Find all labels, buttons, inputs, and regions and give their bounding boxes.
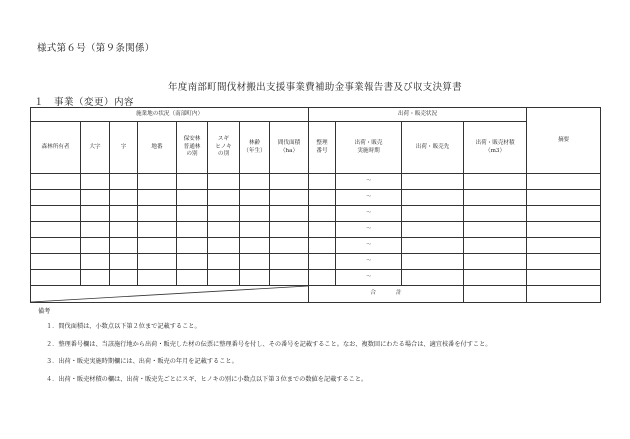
- period-cell[interactable]: ～: [336, 206, 402, 222]
- destination-header: 出荷・販売先: [402, 122, 464, 174]
- period-cell[interactable]: ～: [336, 238, 402, 254]
- total-label-char: 計: [396, 290, 402, 297]
- species-line: の別: [217, 151, 230, 158]
- remarks-cell[interactable]: [527, 222, 601, 238]
- volume-cell[interactable]: [464, 238, 527, 254]
- volume-header: [464, 122, 527, 174]
- period-cell[interactable]: ～: [336, 270, 402, 286]
- aza-cell[interactable]: [110, 206, 138, 222]
- section-number: １: [34, 97, 45, 108]
- chiban-header: 地番: [138, 122, 177, 174]
- serial-cell[interactable]: [309, 254, 336, 270]
- owner-cell[interactable]: [31, 190, 81, 206]
- period-cell[interactable]: ～: [336, 254, 402, 270]
- owner-cell[interactable]: [31, 174, 81, 190]
- volume-cell[interactable]: [464, 174, 527, 190]
- chiban-cell[interactable]: [138, 190, 177, 206]
- aza-cell[interactable]: [110, 254, 138, 270]
- species-cell[interactable]: [208, 238, 240, 254]
- period-line: 出荷・販売: [354, 139, 383, 146]
- forest-type-line: 普通林: [183, 143, 201, 150]
- table-row: [31, 206, 601, 222]
- destination-cell[interactable]: [402, 270, 464, 286]
- chiban-cell[interactable]: [138, 206, 177, 222]
- aza-cell[interactable]: [110, 238, 138, 254]
- age-cell[interactable]: [240, 174, 270, 190]
- aza-header: 字: [110, 122, 138, 174]
- period-header: [336, 122, 402, 174]
- forest-type-cell[interactable]: [177, 190, 208, 206]
- note-item: ４．出荷・販売材積の欄は、出荷・販売先ごとにスギ、ヒノキの別に小数点以下第３位までの数値を記載すること。: [46, 375, 368, 383]
- destination-cell[interactable]: [402, 174, 464, 190]
- species-line: スギ: [217, 136, 230, 143]
- volume-cell[interactable]: [464, 222, 527, 238]
- age-line: 林齢: [248, 139, 261, 146]
- total-volume-cell[interactable]: [464, 286, 527, 303]
- forest-type-cell[interactable]: [177, 270, 208, 286]
- oaza-cell[interactable]: [81, 254, 110, 270]
- chiban-cell[interactable]: [138, 270, 177, 286]
- age-cell[interactable]: [240, 238, 270, 254]
- thinning-area-header: [270, 122, 309, 174]
- age-line: （年生）: [243, 147, 266, 154]
- oaza-header: 大字: [81, 122, 110, 174]
- owner-header: 森林所有者: [31, 122, 81, 174]
- note-item: １．間伐面積は、小数点以下第２位まで記載すること。: [46, 323, 201, 331]
- period-cell[interactable]: ～: [336, 190, 402, 206]
- destination-cell[interactable]: [402, 254, 464, 270]
- volume-cell[interactable]: [464, 254, 527, 270]
- remarks-cell[interactable]: [527, 270, 601, 286]
- age-cell[interactable]: [240, 270, 270, 286]
- oaza-cell[interactable]: [81, 174, 110, 190]
- age-cell[interactable]: [240, 254, 270, 270]
- age-header: [240, 122, 270, 174]
- serial-cell[interactable]: [309, 174, 336, 190]
- chiban-cell[interactable]: [138, 174, 177, 190]
- shipment-group-header: 出荷・販売状況: [309, 108, 527, 122]
- serial-cell[interactable]: [309, 190, 336, 206]
- notes-title: 備考: [38, 308, 51, 315]
- aza-cell[interactable]: [110, 190, 138, 206]
- serial-line: 番号: [316, 147, 328, 154]
- remarks-cell[interactable]: [527, 238, 601, 254]
- table-row: [31, 222, 601, 238]
- serial-header: [309, 122, 336, 174]
- aza-cell[interactable]: [110, 174, 138, 190]
- species-cell[interactable]: [208, 206, 240, 222]
- species-cell[interactable]: [208, 254, 240, 270]
- volume-line: 出荷・販売材積: [475, 139, 515, 146]
- volume-line: （m3）: [485, 147, 506, 154]
- table-row: [31, 238, 601, 254]
- chiban-cell[interactable]: [138, 222, 177, 238]
- report-table: [30, 107, 601, 303]
- thinning-area-cell[interactable]: [270, 254, 309, 270]
- age-cell[interactable]: [240, 190, 270, 206]
- species-cell[interactable]: [208, 174, 240, 190]
- section-heading: [34, 94, 134, 108]
- total-row: [31, 286, 601, 303]
- diagonal-line: [31, 286, 308, 302]
- owner-cell[interactable]: [31, 254, 81, 270]
- forest-type-header: [177, 122, 208, 174]
- data-rows: [31, 174, 601, 286]
- remarks-cell[interactable]: [527, 174, 601, 190]
- aza-cell[interactable]: [110, 270, 138, 286]
- total-label: [309, 286, 464, 303]
- remarks-cell[interactable]: [527, 190, 601, 206]
- forest-type-cell[interactable]: [177, 206, 208, 222]
- age-cell[interactable]: [240, 206, 270, 222]
- destination-cell[interactable]: [402, 238, 464, 254]
- aza-cell[interactable]: [110, 222, 138, 238]
- notes: [36, 309, 492, 394]
- age-cell[interactable]: [240, 222, 270, 238]
- volume-cell[interactable]: [464, 270, 527, 286]
- thinning-area-cell[interactable]: [270, 222, 309, 238]
- owner-cell[interactable]: [31, 238, 81, 254]
- forest-type-line: 保安林: [183, 136, 201, 143]
- table-row: [31, 270, 601, 286]
- oaza-cell[interactable]: [81, 238, 110, 254]
- location-group-header: 施業地の状況（南部町内）: [31, 108, 309, 122]
- period-cell[interactable]: ～: [336, 174, 402, 190]
- species-line: ヒノキ: [215, 143, 232, 150]
- table-row: [31, 254, 601, 270]
- forest-type-cell[interactable]: [177, 174, 208, 190]
- total-label-char: 合: [370, 290, 377, 297]
- species-header: [208, 122, 240, 174]
- volume-cell[interactable]: [464, 206, 527, 222]
- owner-cell[interactable]: [31, 206, 81, 222]
- remarks-header: 摘要: [527, 108, 601, 174]
- forest-type-cell[interactable]: [177, 254, 208, 270]
- oaza-cell[interactable]: [81, 190, 110, 206]
- form-number: 様式第６号（第９条関係）: [37, 43, 155, 54]
- period-line: 実施時期: [357, 147, 380, 154]
- oaza-cell[interactable]: [81, 222, 110, 238]
- total-remarks-cell[interactable]: [527, 286, 601, 303]
- document-title: 年度南部町間伐材搬出支援事業費補助金事業報告書及び収支決算書: [167, 82, 462, 93]
- serial-cell[interactable]: [309, 270, 336, 286]
- species-cell[interactable]: [208, 222, 240, 238]
- note-item: ３．出荷・販売実施時期欄には、出荷・販売の年月を記載すること。: [46, 358, 238, 366]
- chiban-cell[interactable]: [138, 254, 177, 270]
- destination-cell[interactable]: [402, 190, 464, 206]
- remarks-cell[interactable]: [527, 206, 601, 222]
- species-cell[interactable]: [208, 270, 240, 286]
- total-blank-cell: [31, 286, 309, 303]
- destination-cell[interactable]: [402, 222, 464, 238]
- table-row: [31, 190, 601, 206]
- thinning-area-line: 間伐面積: [277, 139, 301, 146]
- forest-type-cell[interactable]: [177, 222, 208, 238]
- thinning-area-cell[interactable]: [270, 206, 309, 222]
- volume-cell[interactable]: [464, 190, 527, 206]
- oaza-cell[interactable]: [81, 270, 110, 286]
- section-label: 事業（変更）内容: [54, 97, 135, 108]
- chiban-cell[interactable]: [138, 238, 177, 254]
- notes-list: [36, 324, 492, 394]
- thinning-area-cell[interactable]: [270, 174, 309, 190]
- thinning-area-cell[interactable]: [270, 270, 309, 286]
- species-cell[interactable]: [208, 190, 240, 206]
- owner-cell[interactable]: [31, 222, 81, 238]
- thinning-area-cell[interactable]: [270, 238, 309, 254]
- serial-line: 整理: [316, 139, 328, 146]
- table-row: [31, 174, 601, 190]
- serial-cell[interactable]: [309, 222, 336, 238]
- forest-type-line: の別: [186, 151, 198, 158]
- owner-cell[interactable]: [31, 270, 81, 286]
- thinning-area-line: （ha）: [279, 147, 299, 154]
- oaza-cell[interactable]: [81, 206, 110, 222]
- period-cell[interactable]: ～: [336, 222, 402, 238]
- destination-cell[interactable]: [402, 206, 464, 222]
- remarks-cell[interactable]: [527, 254, 601, 270]
- serial-cell[interactable]: [309, 206, 336, 222]
- forest-type-cell[interactable]: [177, 238, 208, 254]
- serial-cell[interactable]: [309, 238, 336, 254]
- thinning-area-cell[interactable]: [270, 190, 309, 206]
- note-item: ２．整理番号欄は、当該施行地から出荷・販売した材の伝票に整理番号を付し、その番号を記載すること。なお、複数回にわたる場合は、適宜枝番を付すこと。: [46, 340, 492, 348]
